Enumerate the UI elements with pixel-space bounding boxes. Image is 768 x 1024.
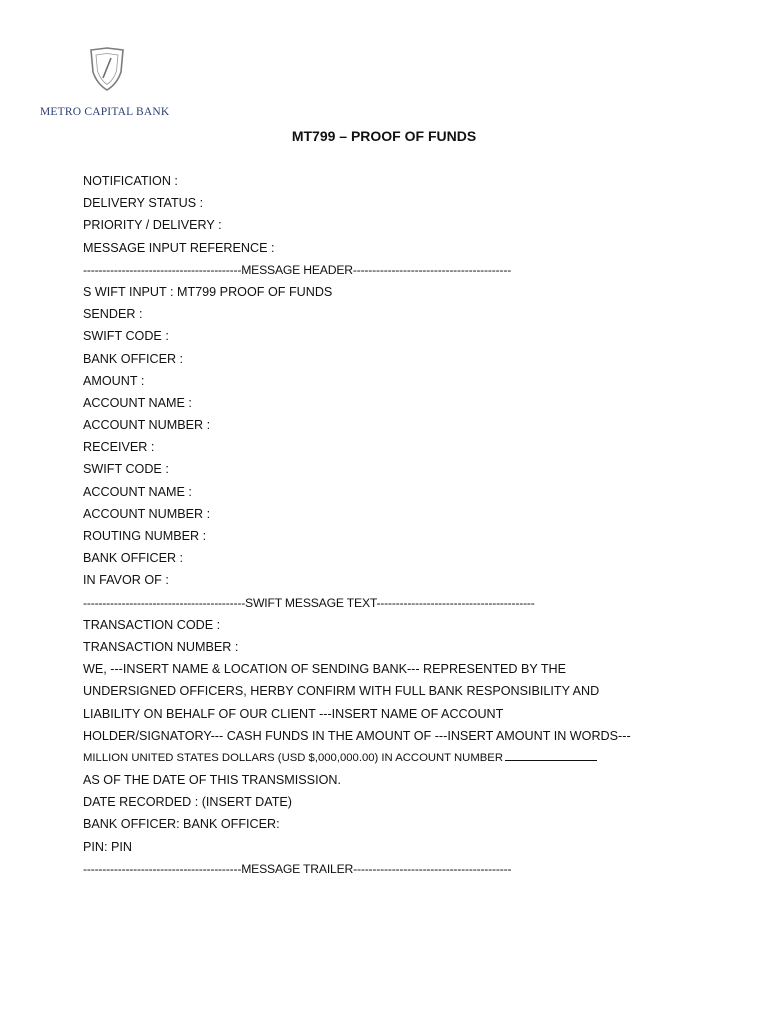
document-title: MT799 – PROOF OF FUNDS (291, 128, 477, 144)
receiver-bank-officer-line: BANK OFFICER : (83, 551, 184, 566)
routing-number-line: ROUTING NUMBER : (83, 529, 207, 543)
message-input-reference-line: MESSAGE INPUT REFERENCE : (83, 240, 275, 255)
receiver-account-number-line: ACCOUNT NUMBER : (83, 506, 211, 521)
swift-input-line: S WIFT INPUT : MT799 PROOF OF FUNDS (83, 284, 333, 299)
bank-logo (40, 42, 180, 124)
sender-bank-officer-line: BANK OFFICER : (83, 351, 184, 366)
message-header-separator: -----------------------------------------MESSAGE HEADER----------------------------------------- (83, 262, 512, 277)
swift-message-text-separator: ------------------------------------------SWIFT MESSAGE TEXT----------------------------------------- (83, 595, 535, 610)
in-favor-of-line: IN FAVOR OF : (83, 573, 169, 588)
message-trailer-separator: -----------------------------------------MESSAGE TRAILER----------------------------------------- (83, 861, 512, 876)
shield-icon (87, 46, 127, 92)
bank-name: METRO CAPITAL BANK (40, 106, 170, 118)
receiver-account-name-line: ACCOUNT NAME : (83, 484, 192, 499)
notification-line: NOTIFICATION : (83, 174, 178, 188)
sender-line: SENDER : (83, 307, 143, 322)
date-recorded-line: DATE RECORDED : (INSERT DATE) (83, 795, 292, 810)
amount-text: MILLION UNITED STATES DOLLARS (USD $,000,000.00) IN ACCOUNT NUMBER (83, 751, 503, 764)
amount-line: AMOUNT : (83, 373, 145, 388)
message-text-line: LIABILITY ON BEHALF OF OUR CLIENT ---INSERT NAME OF ACCOUNT (83, 706, 504, 721)
sender-account-name-line: ACCOUNT NAME : (83, 395, 192, 410)
delivery-status-line: DELIVERY STATUS : (83, 196, 204, 211)
priority-delivery-line: PRIORITY / DELIVERY : (83, 218, 222, 233)
amount-text-line (83, 747, 723, 769)
transaction-code-line: TRANSACTION CODE : (83, 617, 221, 632)
bank-officer-signature-line: BANK OFFICER: BANK OFFICER: (83, 817, 280, 832)
receiver-line: RECEIVER : (83, 440, 155, 455)
receiver-swift-code-line: SWIFT CODE : (83, 462, 169, 477)
account-number-blank (505, 749, 597, 761)
transmission-date-line: AS OF THE DATE OF THIS TRANSMISSION. (83, 773, 341, 788)
message-body (83, 170, 723, 880)
message-text-line: WE, ---INSERT NAME & LOCATION OF SENDING BANK--- REPRESENTED BY THE (83, 662, 567, 677)
sender-swift-code-line: SWIFT CODE : (83, 329, 169, 344)
message-text-line: UNDERSIGNED OFFICERS, HERBY CONFIRM WITH FULL BANK RESPONSIBILITY AND (83, 684, 600, 699)
message-text-line: HOLDER/SIGNATORY--- CASH FUNDS IN THE AMOUNT OF ---INSERT AMOUNT IN WORDS--- (83, 728, 631, 743)
transaction-number-line: TRANSACTION NUMBER : (83, 639, 239, 654)
sender-account-number-line: ACCOUNT NUMBER : (83, 418, 211, 433)
pin-line: PIN: PIN (83, 839, 132, 854)
